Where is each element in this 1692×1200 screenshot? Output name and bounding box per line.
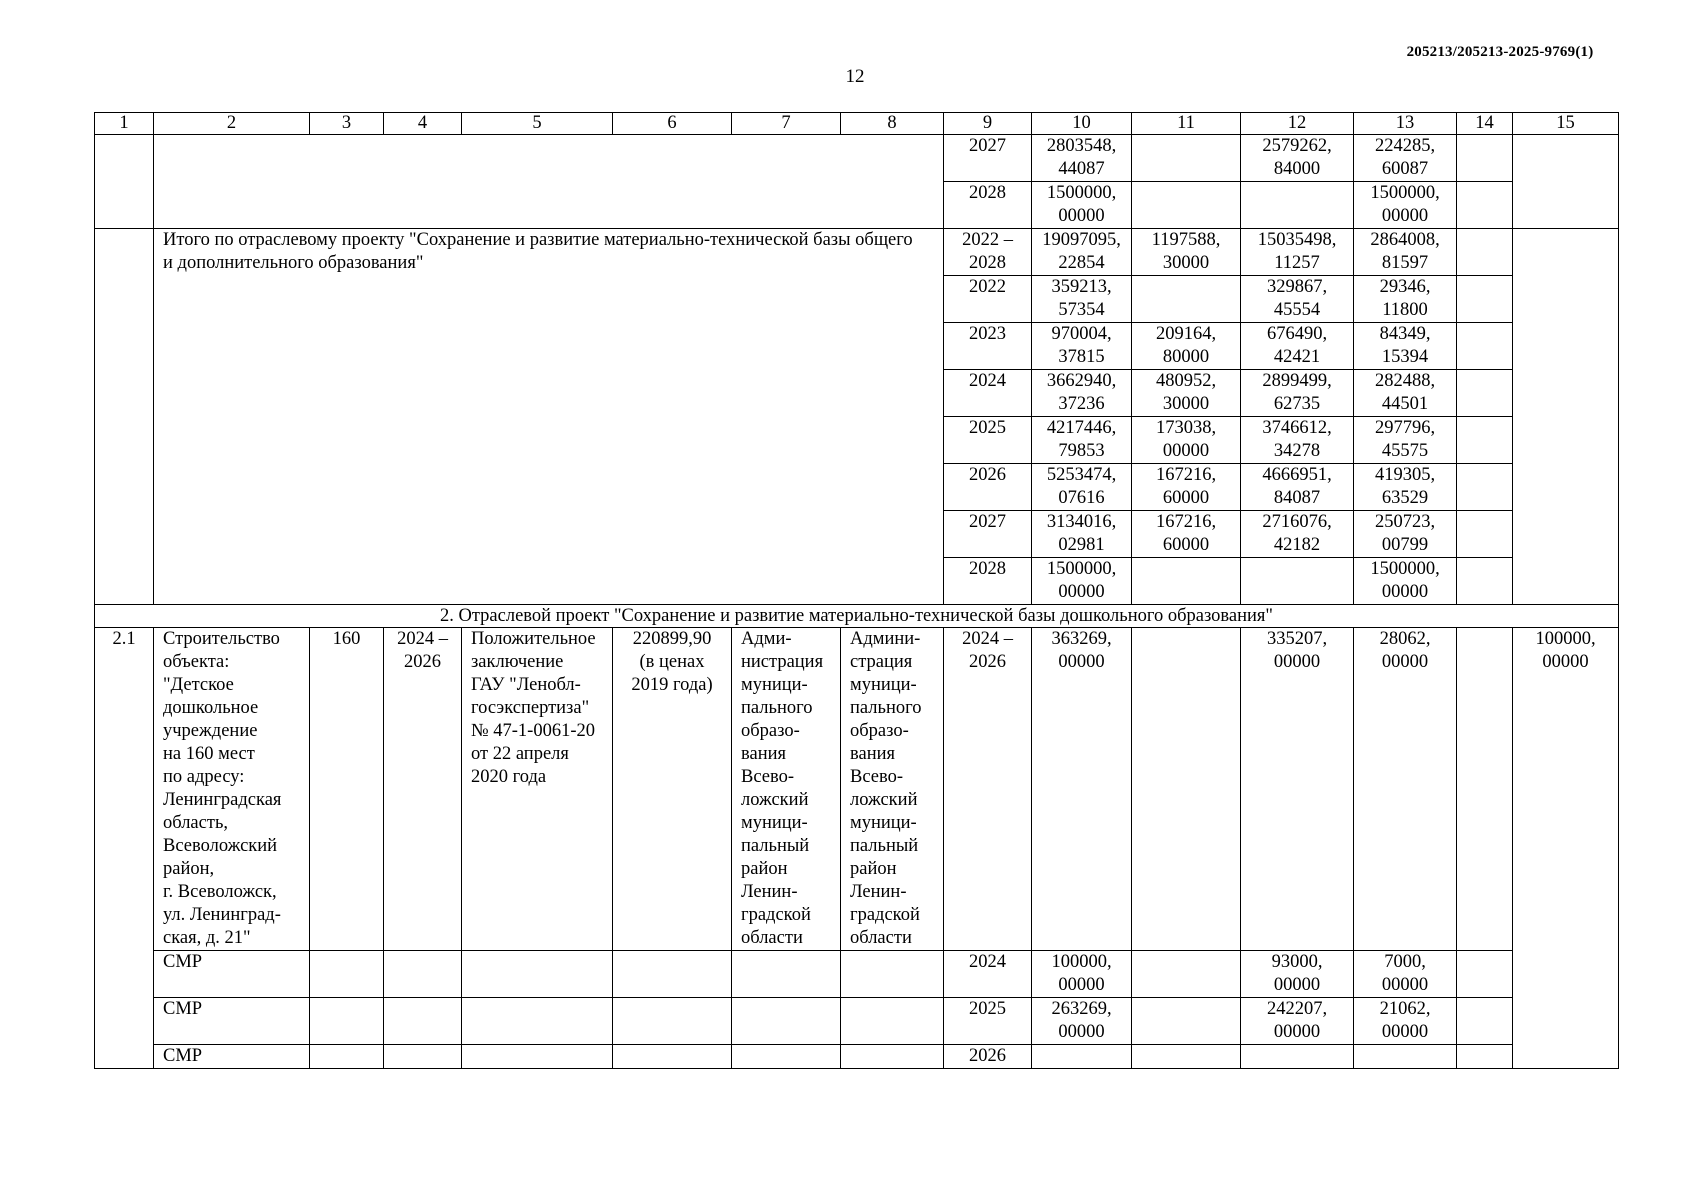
year-cell: 2023 [944,323,1032,370]
amount-cell [1241,182,1354,229]
column-number: 7 [732,113,841,135]
empty-cell [95,229,154,605]
column-number-row [95,113,1619,135]
amount-cell [1032,1045,1132,1069]
amount-cell: 1197588, 30000 [1132,229,1241,276]
amount-cell: 359213, 57354 [1032,276,1132,323]
empty-merged-cell [154,135,944,229]
year-cell: 2028 [944,182,1032,229]
amount-cell: 173038, 00000 [1132,417,1241,464]
amount-cell [1457,951,1513,998]
smr-label: СМР [154,998,310,1045]
amount-cell: 676490, 42421 [1241,323,1354,370]
amount-cell: 335207, 00000 [1241,628,1354,951]
amount-cell: 3746612, 34278 [1241,417,1354,464]
year-cell: 2024 – 2026 [944,628,1032,951]
empty-cell [95,135,154,229]
column-number: 11 [1132,113,1241,135]
table-row [95,1045,1619,1069]
amount-cell [1241,558,1354,605]
empty-cell [1513,229,1619,605]
table-row [95,628,1619,951]
column-number: 12 [1241,113,1354,135]
amount-cell: 15035498, 11257 [1241,229,1354,276]
amount-cell [1457,182,1513,229]
amount-cell: 167216, 60000 [1132,511,1241,558]
amount-cell: 1500000, 00000 [1354,558,1457,605]
budget-table [94,112,1619,1069]
empty-cell [310,951,384,998]
column-number: 5 [462,113,613,135]
customer-cell: Адми- нистрация муници- пального образо- вания Всево- ложский муници- пальный район Ленин- градской области [732,628,841,951]
amount-cell: 329867, 45554 [1241,276,1354,323]
amount-cell: 19097095, 22854 [1032,229,1132,276]
amount-cell: 28062, 00000 [1354,628,1457,951]
year-cell: 2025 [944,417,1032,464]
capacity-cell: 160 [310,628,384,951]
amount-cell: 970004, 37815 [1032,323,1132,370]
empty-cell [841,998,944,1045]
amount-cell [1132,951,1241,998]
amount-cell: 100000, 00000 [1513,628,1619,1069]
column-number: 8 [841,113,944,135]
document-id: 205213/205213-2025-9769(1) [1406,44,1594,60]
amount-cell [1132,558,1241,605]
amount-cell: 1500000, 00000 [1032,558,1132,605]
amount-cell: 3134016, 02981 [1032,511,1132,558]
amount-cell: 4666951, 84087 [1241,464,1354,511]
empty-cell [384,1045,462,1069]
table-row [95,229,1619,276]
amount-cell [1457,229,1513,276]
amount-cell: 282488, 44501 [1354,370,1457,417]
amount-cell [1457,323,1513,370]
column-number: 1 [95,113,154,135]
empty-cell [732,998,841,1045]
empty-cell [384,998,462,1045]
empty-cell [1513,135,1619,229]
column-number: 2 [154,113,310,135]
amount-cell [1457,628,1513,951]
amount-cell [1132,998,1241,1045]
year-cell: 2026 [944,1045,1032,1069]
amount-cell [1457,464,1513,511]
expertise-cell: Положительное заключение ГАУ "Ленобл- госэкспертиза" № 47-1-0061-20 от 22 апреля 2020 года [462,628,613,951]
amount-cell [1132,276,1241,323]
smr-label: СМР [154,951,310,998]
year-cell: 2024 [944,951,1032,998]
amount-cell: 7000, 00000 [1354,951,1457,998]
amount-cell: 2864008, 81597 [1354,229,1457,276]
empty-cell [310,998,384,1045]
amount-cell: 29346, 11800 [1354,276,1457,323]
amount-cell [1132,1045,1241,1069]
amount-cell: 1500000, 00000 [1354,182,1457,229]
amount-cell: 363269, 00000 [1032,628,1132,951]
amount-cell [1457,998,1513,1045]
total-label: Итого по отраслевому проекту "Сохранение и развитие материально-технической базы общего и дополнительного образования" [154,229,944,605]
amount-cell: 224285, 60087 [1354,135,1457,182]
column-number: 13 [1354,113,1457,135]
amount-cell: 297796, 45575 [1354,417,1457,464]
amount-cell: 242207, 00000 [1241,998,1354,1045]
amount-cell [1457,370,1513,417]
amount-cell: 480952, 30000 [1132,370,1241,417]
page-number: 12 [845,66,865,87]
year-cell: 2024 [944,370,1032,417]
amount-cell: 2899499, 62735 [1241,370,1354,417]
empty-cell [613,998,732,1045]
amount-cell: 2716076, 42182 [1241,511,1354,558]
amount-cell: 167216, 60000 [1132,464,1241,511]
object-name: Строительство объекта: "Детское дошкольное учреждение на 160 мест по адресу: Ленинградская область, Всеволожский район, г. Всеволожск, ул. Ленинград- ская, д. 21" [154,628,310,951]
amount-cell: 2579262, 84000 [1241,135,1354,182]
amount-cell [1457,276,1513,323]
table-row [95,951,1619,998]
amount-cell [1457,135,1513,182]
amount-cell [1241,1045,1354,1069]
amount-cell [1132,135,1241,182]
period-cell: 2024 – 2026 [384,628,462,951]
amount-cell [1132,182,1241,229]
empty-cell [462,998,613,1045]
table-row [95,135,1619,182]
column-number: 3 [310,113,384,135]
column-number: 15 [1513,113,1619,135]
amount-cell: 4217446, 79853 [1032,417,1132,464]
empty-cell [384,951,462,998]
amount-cell [1457,511,1513,558]
smr-label: СМР [154,1045,310,1069]
empty-cell [462,951,613,998]
amount-cell [1132,628,1241,951]
column-number: 14 [1457,113,1513,135]
empty-cell [310,1045,384,1069]
amount-cell: 1500000, 00000 [1032,182,1132,229]
year-cell: 2028 [944,558,1032,605]
year-cell: 2025 [944,998,1032,1045]
developer-cell: Админи- страция муници- пального образо- вания Всево- ложский муници- пальный район Ленин- градской области [841,628,944,951]
amount-cell: 419305, 63529 [1354,464,1457,511]
year-cell: 2022 [944,276,1032,323]
item-number: 2.1 [95,628,154,1069]
empty-cell [841,951,944,998]
amount-cell: 93000, 00000 [1241,951,1354,998]
year-cell: 2027 [944,511,1032,558]
section-header-row [95,605,1619,628]
amount-cell: 84349, 15394 [1354,323,1457,370]
empty-cell [462,1045,613,1069]
amount-cell [1457,1045,1513,1069]
empty-cell [841,1045,944,1069]
year-cell: 2026 [944,464,1032,511]
amount-cell: 21062, 00000 [1354,998,1457,1045]
amount-cell: 2803548, 44087 [1032,135,1132,182]
empty-cell [732,1045,841,1069]
cost-cell: 220899,90 (в ценах 2019 года) [613,628,732,951]
column-number: 9 [944,113,1032,135]
column-number: 4 [384,113,462,135]
amount-cell: 5253474, 07616 [1032,464,1132,511]
amount-cell: 3662940, 37236 [1032,370,1132,417]
empty-cell [732,951,841,998]
table-row [95,998,1619,1045]
column-number: 10 [1032,113,1132,135]
year-cell: 2027 [944,135,1032,182]
empty-cell [613,951,732,998]
year-cell: 2022 – 2028 [944,229,1032,276]
amount-cell [1457,558,1513,605]
column-number: 6 [613,113,732,135]
section-title: 2. Отраслевой проект "Сохранение и развитие материально-технической базы дошкольного образования" [95,605,1619,628]
amount-cell [1354,1045,1457,1069]
empty-cell [613,1045,732,1069]
amount-cell: 250723, 00799 [1354,511,1457,558]
amount-cell [1457,417,1513,464]
amount-cell: 209164, 80000 [1132,323,1241,370]
amount-cell: 100000, 00000 [1032,951,1132,998]
amount-cell: 263269, 00000 [1032,998,1132,1045]
